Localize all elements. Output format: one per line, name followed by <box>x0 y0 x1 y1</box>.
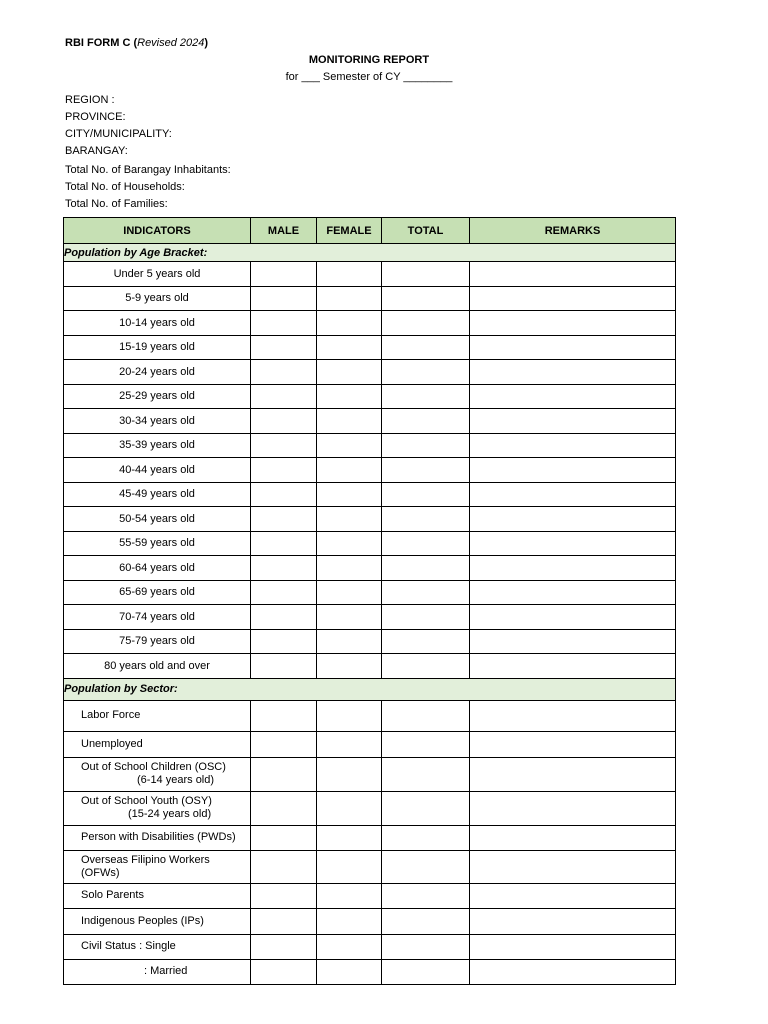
remarks-cell[interactable] <box>470 531 676 556</box>
table-row <box>64 507 676 532</box>
indicator-label: Under 5 years old <box>64 262 251 287</box>
indicator-label: 70-74 years old <box>64 605 251 630</box>
indicator-label: 30-34 years old <box>64 409 251 434</box>
total-cell[interactable] <box>382 629 470 654</box>
total-cell[interactable] <box>382 286 470 311</box>
male-cell[interactable] <box>251 286 317 311</box>
indicator-label: 75-79 years old <box>64 629 251 654</box>
remarks-cell[interactable] <box>470 311 676 336</box>
total-cell[interactable] <box>382 433 470 458</box>
revision-note: Revised 2024 <box>137 37 205 49</box>
col-indicators: INDICATORS <box>64 218 251 244</box>
male-cell[interactable] <box>251 883 317 908</box>
male-cell[interactable] <box>251 360 317 385</box>
female-cell[interactable] <box>317 384 382 409</box>
report-subtitle: for ___ Semester of CY ________ <box>285 71 453 83</box>
indicator-line1: Out of School Children (OSC) <box>81 761 226 773</box>
male-cell[interactable] <box>251 959 317 984</box>
indicator-label: 55-59 years old <box>64 531 251 556</box>
total-cell[interactable] <box>382 507 470 532</box>
total-cell[interactable] <box>382 654 470 679</box>
table-row <box>64 731 676 757</box>
indicator-line1: Overseas Filipino Workers <box>81 853 210 866</box>
female-cell[interactable] <box>317 700 382 731</box>
table-row <box>64 654 676 679</box>
total-cell[interactable] <box>382 580 470 605</box>
male-cell[interactable] <box>251 654 317 679</box>
male-cell[interactable] <box>251 458 317 483</box>
table-row <box>64 791 676 825</box>
male-cell[interactable] <box>251 580 317 605</box>
indicator-line1: Unemployed <box>81 737 143 750</box>
total-cell[interactable] <box>382 482 470 507</box>
table-header-row <box>64 218 676 244</box>
indicator-label <box>64 934 251 959</box>
total-cell[interactable] <box>382 731 470 757</box>
total-cell[interactable] <box>382 311 470 336</box>
male-cell[interactable] <box>251 311 317 336</box>
indicator-label <box>64 731 251 757</box>
remarks-cell[interactable] <box>470 360 676 385</box>
male-cell[interactable] <box>251 384 317 409</box>
form-code: RBI FORM C <box>65 37 131 49</box>
table-row <box>64 883 676 908</box>
report-title: MONITORING REPORT <box>308 54 430 66</box>
female-cell[interactable] <box>317 883 382 908</box>
female-cell[interactable] <box>317 580 382 605</box>
remarks-cell[interactable] <box>470 908 676 934</box>
indicator-label: 60-64 years old <box>64 556 251 581</box>
info-region: REGION : <box>65 94 115 106</box>
male-cell[interactable] <box>251 934 317 959</box>
female-cell[interactable] <box>317 556 382 581</box>
table-row <box>64 700 676 731</box>
table-row <box>64 825 676 850</box>
total-cell[interactable] <box>382 335 470 360</box>
table-row <box>64 629 676 654</box>
female-cell[interactable] <box>317 531 382 556</box>
indicator-label: 5-9 years old <box>64 286 251 311</box>
remarks-cell[interactable] <box>470 433 676 458</box>
form-id: RBI FORM C (Revised 2024) <box>65 37 209 49</box>
female-cell[interactable] <box>317 850 382 883</box>
total-cell[interactable] <box>382 850 470 883</box>
female-cell[interactable] <box>317 409 382 434</box>
female-cell[interactable] <box>317 507 382 532</box>
indicator-line1: : Married <box>144 965 188 977</box>
remarks-cell[interactable] <box>470 850 676 883</box>
remarks-cell[interactable] <box>470 507 676 532</box>
section-age-bracket-label: Population by Age Bracket: <box>64 244 676 262</box>
table-row <box>64 605 676 630</box>
indicator-label: 65-69 years old <box>64 580 251 605</box>
female-cell[interactable] <box>317 629 382 654</box>
remarks-cell[interactable] <box>470 409 676 434</box>
female-cell[interactable] <box>317 654 382 679</box>
male-cell[interactable] <box>251 409 317 434</box>
indicator-line1: Civil Status : Single <box>81 940 176 952</box>
total-cell[interactable] <box>382 757 470 791</box>
table-row <box>64 556 676 581</box>
table-row <box>64 850 676 883</box>
info-inhabitants: Total No. of Barangay Inhabitants: <box>65 164 231 176</box>
total-cell[interactable] <box>382 262 470 287</box>
male-cell[interactable] <box>251 700 317 731</box>
remarks-cell[interactable] <box>470 335 676 360</box>
male-cell[interactable] <box>251 556 317 581</box>
table-row <box>64 409 676 434</box>
female-cell[interactable] <box>317 335 382 360</box>
table-row <box>64 959 676 984</box>
remarks-cell[interactable] <box>470 791 676 825</box>
male-cell[interactable] <box>251 791 317 825</box>
section-age-bracket <box>64 244 676 262</box>
table-row <box>64 433 676 458</box>
indicator-label <box>64 700 251 731</box>
table-row <box>64 458 676 483</box>
female-cell[interactable] <box>317 311 382 336</box>
indicator-label: 15-19 years old <box>64 335 251 360</box>
remarks-cell[interactable] <box>470 825 676 850</box>
male-cell[interactable] <box>251 262 317 287</box>
info-city: CITY/MUNICIPALITY: <box>65 128 172 140</box>
info-barangay: BARANGAY: <box>65 145 128 157</box>
remarks-cell[interactable] <box>470 731 676 757</box>
remarks-cell[interactable] <box>470 757 676 791</box>
indicator-label: 25-29 years old <box>64 384 251 409</box>
male-cell[interactable] <box>251 825 317 850</box>
indicator-label <box>64 959 251 984</box>
total-cell[interactable] <box>382 700 470 731</box>
indicator-label: 50-54 years old <box>64 507 251 532</box>
indicator-label: 40-44 years old <box>64 458 251 483</box>
total-cell[interactable] <box>382 605 470 630</box>
female-cell[interactable] <box>317 731 382 757</box>
indicator-line2: (OFWs) <box>81 866 120 879</box>
remarks-cell[interactable] <box>470 605 676 630</box>
col-remarks: REMARKS <box>470 218 676 244</box>
total-cell[interactable] <box>382 825 470 850</box>
indicator-label <box>64 850 251 883</box>
remarks-cell[interactable] <box>470 959 676 984</box>
indicator-label: 20-24 years old <box>64 360 251 385</box>
info-fields <box>65 92 231 213</box>
indicator-line1: Person with Disabilities (PWDs) <box>81 831 236 843</box>
remarks-cell[interactable] <box>470 934 676 959</box>
table-row <box>64 531 676 556</box>
female-cell[interactable] <box>317 605 382 630</box>
indicator-label: 45-49 years old <box>64 482 251 507</box>
male-cell[interactable] <box>251 335 317 360</box>
male-cell[interactable] <box>251 850 317 883</box>
female-cell[interactable] <box>317 433 382 458</box>
remarks-cell[interactable] <box>470 629 676 654</box>
female-cell[interactable] <box>317 908 382 934</box>
female-cell[interactable] <box>317 286 382 311</box>
total-cell[interactable] <box>382 409 470 434</box>
table-row <box>64 908 676 934</box>
male-cell[interactable] <box>251 757 317 791</box>
female-cell[interactable] <box>317 458 382 483</box>
indicator-label <box>64 757 251 791</box>
remarks-cell[interactable] <box>470 556 676 581</box>
remarks-cell[interactable] <box>470 654 676 679</box>
female-cell[interactable] <box>317 262 382 287</box>
male-cell[interactable] <box>251 433 317 458</box>
total-cell[interactable] <box>382 360 470 385</box>
total-cell[interactable] <box>382 934 470 959</box>
male-cell[interactable] <box>251 531 317 556</box>
total-cell[interactable] <box>382 384 470 409</box>
total-cell[interactable] <box>382 883 470 908</box>
section-sector-label: Population by Sector: <box>64 678 676 700</box>
male-cell[interactable] <box>251 629 317 654</box>
table-row <box>64 384 676 409</box>
monitoring-table <box>63 217 676 985</box>
indicator-label <box>64 883 251 908</box>
indicator-line2: (6-14 years old) <box>137 774 215 786</box>
female-cell[interactable] <box>317 825 382 850</box>
table-row <box>64 311 676 336</box>
info-households: Total No. of Households: <box>65 181 185 193</box>
total-cell[interactable] <box>382 908 470 934</box>
indicator-label <box>64 791 251 825</box>
total-cell[interactable] <box>382 556 470 581</box>
indicator-line1: Indigenous Peoples (IPs) <box>81 914 204 927</box>
indicator-label <box>64 908 251 934</box>
total-cell[interactable] <box>382 791 470 825</box>
table-row <box>64 934 676 959</box>
total-cell[interactable] <box>382 959 470 984</box>
remarks-cell[interactable] <box>470 286 676 311</box>
indicator-label: 10-14 years old <box>64 311 251 336</box>
table-row <box>64 360 676 385</box>
table-row <box>64 335 676 360</box>
female-cell[interactable] <box>317 482 382 507</box>
indicator-line1: Solo Parents <box>81 889 144 901</box>
remarks-cell[interactable] <box>470 883 676 908</box>
female-cell[interactable] <box>317 757 382 791</box>
indicator-label: 35-39 years old <box>64 433 251 458</box>
male-cell[interactable] <box>251 605 317 630</box>
info-province: PROVINCE: <box>65 111 126 123</box>
indicator-label: 80 years old and over <box>64 654 251 679</box>
indicator-line1: Out of School Youth (OSY) <box>81 795 212 807</box>
col-total: TOTAL <box>382 218 470 244</box>
indicator-line2: (15-24 years old) <box>128 808 212 820</box>
remarks-cell[interactable] <box>470 458 676 483</box>
indicator-line1: Labor Force <box>81 709 141 721</box>
table-row <box>64 580 676 605</box>
remarks-cell[interactable] <box>470 262 676 287</box>
col-female: FEMALE <box>317 218 382 244</box>
section-sector <box>64 678 676 700</box>
female-cell[interactable] <box>317 959 382 984</box>
info-families: Total No. of Families: <box>65 198 168 210</box>
table-row <box>64 757 676 791</box>
table-row <box>64 286 676 311</box>
remarks-cell[interactable] <box>470 384 676 409</box>
total-cell[interactable] <box>382 458 470 483</box>
remarks-cell[interactable] <box>470 482 676 507</box>
remarks-cell[interactable] <box>470 700 676 731</box>
male-cell[interactable] <box>251 507 317 532</box>
male-cell[interactable] <box>251 731 317 757</box>
table-row <box>64 262 676 287</box>
female-cell[interactable] <box>317 934 382 959</box>
female-cell[interactable] <box>317 360 382 385</box>
male-cell[interactable] <box>251 482 317 507</box>
indicator-label <box>64 825 251 850</box>
total-cell[interactable] <box>382 531 470 556</box>
male-cell[interactable] <box>251 908 317 934</box>
remarks-cell[interactable] <box>470 580 676 605</box>
female-cell[interactable] <box>317 791 382 825</box>
col-male: MALE <box>251 218 317 244</box>
table-row <box>64 482 676 507</box>
